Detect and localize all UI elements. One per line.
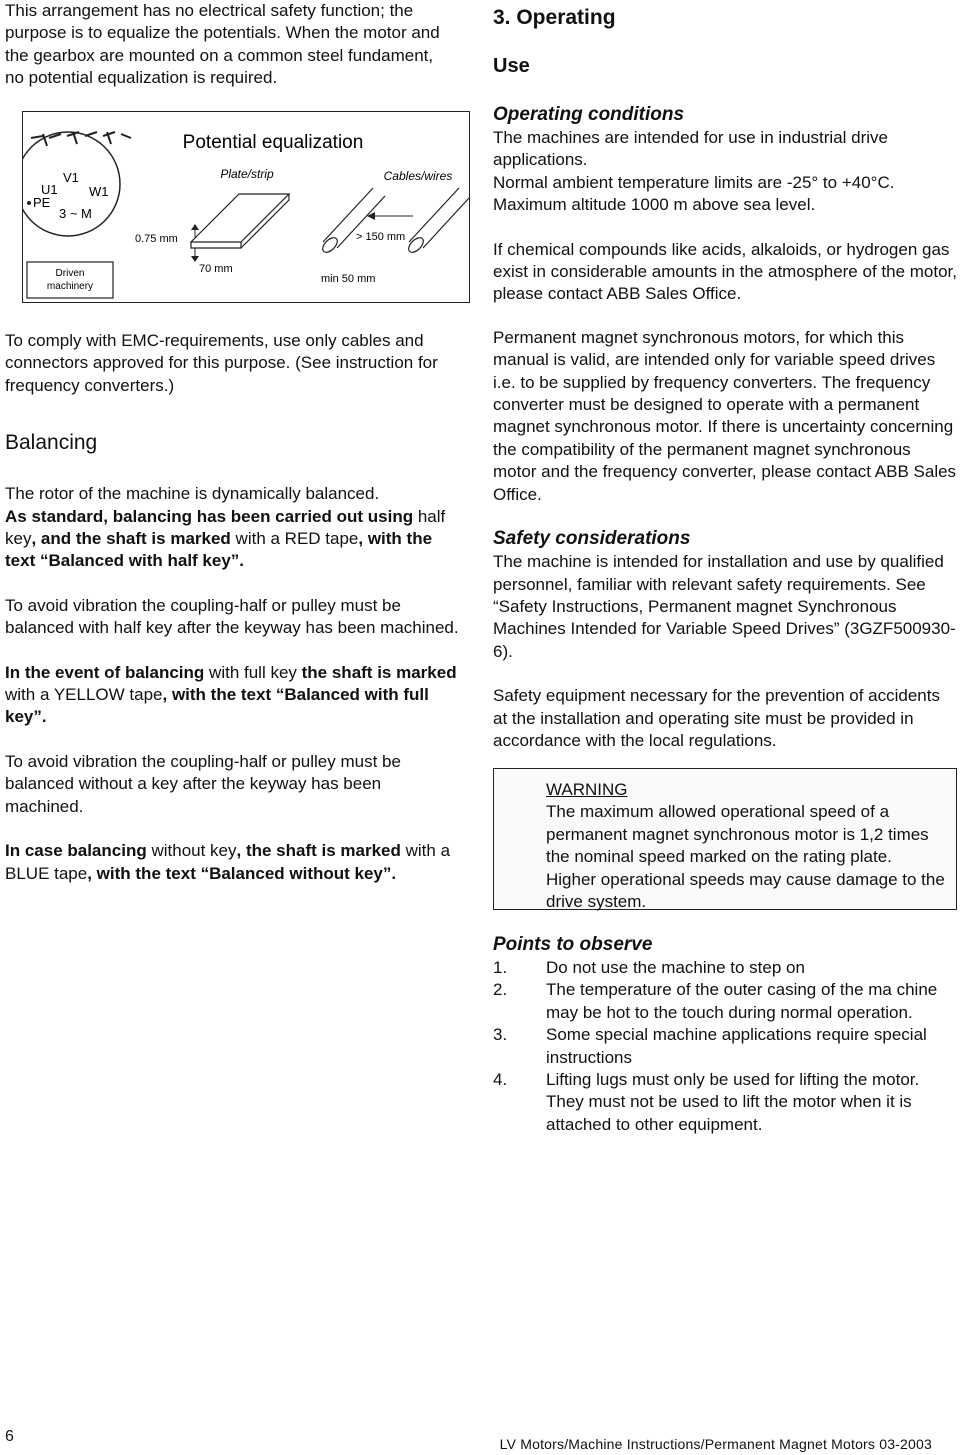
- use-heading: Use: [493, 55, 530, 77]
- footer-document-title: LV Motors/Machine Instructions/Permanent Magnet Motors 03-2003: [499, 1436, 932, 1452]
- plate-label: Plate/strip: [220, 167, 274, 181]
- points-block: [493, 933, 957, 1136]
- equipment-text: Safety equipment necessary for the prevention of accidents at the installation and operating site must be provided in accordance with the local regulations.: [493, 686, 940, 750]
- balancing-para-5: To avoid vibration the coupling-half or pulley must be balanced without a key after the keyway has been machined.: [5, 751, 401, 816]
- bal4-c: the shaft is marked: [296, 662, 457, 682]
- bal6-d: with a BLUE tape: [5, 841, 451, 883]
- width-label: 70 mm: [199, 263, 233, 275]
- diagram-svg: [23, 112, 469, 302]
- safety-heading: Safety considerations: [493, 528, 691, 550]
- left-body: [5, 330, 463, 885]
- label-w1: W1: [89, 184, 109, 199]
- points-heading: Points to observe: [493, 934, 653, 955]
- bal2-b: half key: [5, 506, 446, 549]
- chemical-text: If chemical compounds like acids, alkaloids, or hydrogen gas exist in considerable amounts in the atmosphere of the motor, please contact ABB Sales Office.: [493, 239, 957, 304]
- balancing-heading: Balancing: [5, 431, 98, 455]
- balancing-para-1: The rotor of the machine is dynamically balanced.: [5, 484, 380, 504]
- plate-edge-icon: [191, 194, 289, 248]
- operating-conditions-heading: Operating conditions: [493, 104, 685, 125]
- point-number: 1.: [493, 958, 508, 977]
- spacing-label: > 150 mm: [356, 231, 406, 243]
- pm-text: Permanent magnet synchronous motors, for which this manual is valid, are intended only for variable speed drives i.e. to be supplied by frequency converters. The frequency converter must be designed to operate with a permanent magnet synchronous motor. If there is uncertainty concerning the compatibility of the permanent magnet synchronous motor and the frequency converter, please contact ABB Sales Office.: [493, 327, 957, 504]
- label-motor: 3 ~ M: [59, 206, 92, 221]
- list-item: [493, 1024, 957, 1069]
- thickness-label: 0.75 mm: [135, 233, 178, 245]
- bal2-d: with a RED tape: [230, 529, 359, 549]
- cables-label: Cables/wires: [383, 169, 453, 183]
- balancing-para-6: [5, 840, 463, 885]
- plate-strip-icon: [191, 194, 289, 242]
- page-number: 6: [5, 1428, 14, 1445]
- point-number: 2.: [493, 980, 508, 1000]
- bal4-a: In the event of balancing: [5, 662, 205, 682]
- point-text: Do not use the machine to step on: [546, 958, 805, 977]
- bal2-c: , and the shaft is marked: [31, 529, 231, 549]
- point-number: 4.: [493, 1070, 508, 1090]
- warning-text: The maximum allowed operational speed of a permanent magnet synchronous motor is 1,2 times the nominal speed marked on the rating plate. Higher operational speeds may cause damage to the drive system.: [546, 802, 945, 912]
- bal6-b: without key: [146, 841, 237, 861]
- diagram-title: Potential equalization: [182, 132, 364, 153]
- min-length-label: min 50 mm: [321, 273, 376, 285]
- balancing-para-2: [5, 506, 463, 573]
- list-item: [493, 1069, 957, 1136]
- bal4-b: with full key: [204, 662, 297, 682]
- cable-left-end-icon: [320, 235, 340, 255]
- operating-conditions-text: The machines are intended for use in industrial drive applications.: [493, 128, 888, 170]
- emc-paragraph: To comply with EMC-requirements, use only cables and connectors approved for this purpose. (See instruction for frequency converters.): [5, 331, 438, 395]
- bal2-e: , with the text: [5, 529, 433, 571]
- label-v1: V1: [63, 170, 79, 185]
- cable-right-end-icon: [406, 235, 426, 255]
- driven-label-1: Driven: [55, 268, 85, 279]
- section-heading: 3. Operating: [493, 6, 616, 29]
- bal6-a: In case balancing: [5, 841, 147, 861]
- driven-label-2: machinery: [46, 281, 94, 292]
- point-text: The temperature of the outer casing of the ma chine may be hot to the touch during normal operation.: [546, 980, 938, 1022]
- point-number: 3.: [493, 1025, 508, 1045]
- balancing-para-4: [5, 662, 463, 729]
- label-u1: U1: [41, 182, 58, 197]
- thickness-arrowheads-icon: [191, 224, 199, 262]
- warning-heading: WARNING: [546, 780, 628, 799]
- bal4-e: , with the text “Balanced with full key”.: [5, 685, 429, 727]
- bal6-c: , the shaft is marked: [236, 841, 401, 861]
- intro-paragraph: This arrangement has no electrical safety function; the purpose is to equalize the potentials. When the motor and the gearbox are mounted on a common steel fundament, no potential equalization is required.: [5, 1, 440, 88]
- spacing-arrowhead-icon: [367, 212, 375, 220]
- bal2-a: As standard, balancing has been carried out using: [5, 506, 414, 526]
- point-text: Lifting lugs must only be used for lifting the motor. They must not be used to lift the motor when it is attached to other equipment.: [546, 1070, 920, 1134]
- bal2-f: “Balanced with half key”.: [35, 551, 245, 571]
- warning-box: [493, 768, 957, 910]
- balancing-para-3: To avoid vibration the coupling-half or pulley must be balanced with half key after the keyway has been machined.: [5, 595, 459, 638]
- list-item: [493, 957, 957, 979]
- pe-dot-icon: [27, 201, 31, 205]
- label-pe: PE: [33, 195, 51, 210]
- potential-equalization-diagram: [22, 111, 470, 303]
- bal4-d: with a YELLOW tape: [5, 685, 163, 705]
- temperature-text: Normal ambient temperature limits are -25° to +40°C.: [493, 172, 895, 192]
- cable-right-icon: [409, 188, 469, 248]
- points-list: [493, 957, 957, 1136]
- operating-block: [493, 103, 957, 752]
- safety-text: The machine is intended for installation and use by qualified personnel, familiar with relevant safety requirements. See “Safety Instructions, Permanent magnet Synchronous Machines Intended for Variable Speed Drives” (3GZF500930-6).: [493, 552, 956, 661]
- point-text: Some special machine applications require special instructions: [546, 1025, 927, 1067]
- bal6-e: , with the text “Balanced without key”.: [87, 863, 397, 883]
- altitude-text: Maximum altitude 1000 m above sea level.: [493, 195, 816, 215]
- list-item: [493, 979, 957, 1024]
